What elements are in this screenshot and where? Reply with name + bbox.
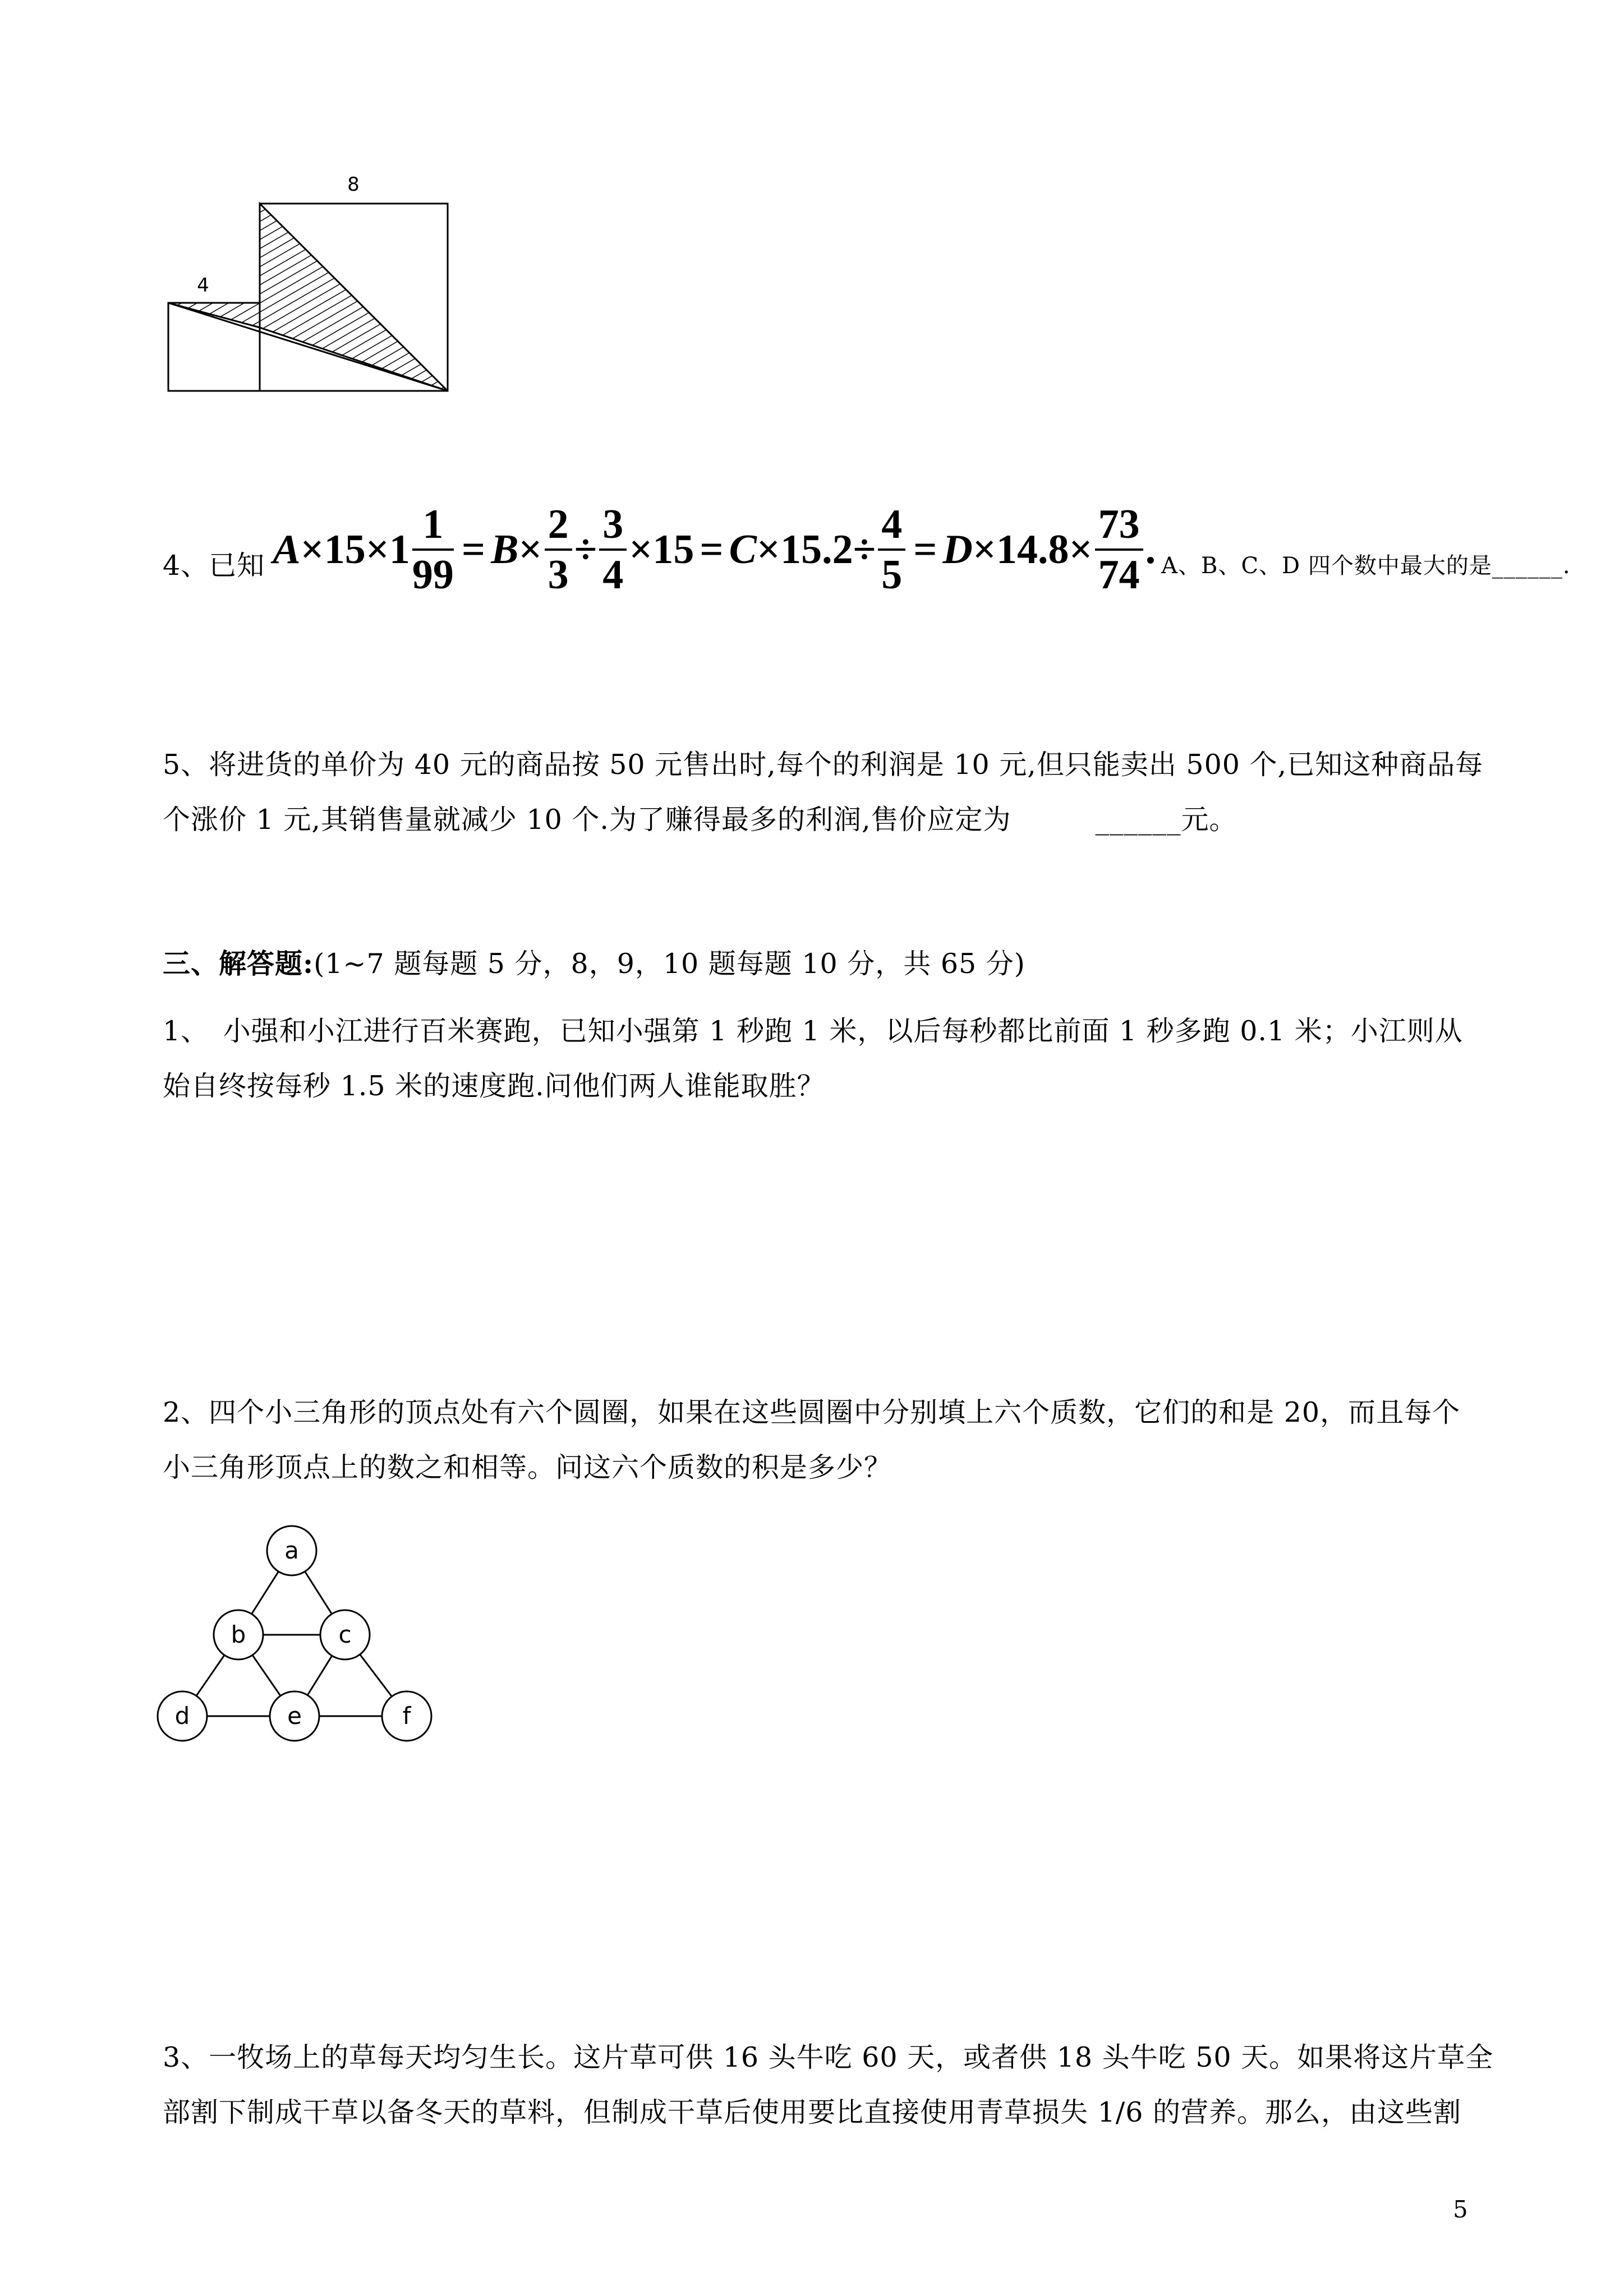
node-b-label: b xyxy=(231,1621,246,1648)
node-d-label: d xyxy=(174,1702,190,1730)
figure-prime-triangle xyxy=(151,1514,443,1750)
figure-squares-triangles xyxy=(163,168,466,404)
fraction-4-5: $\frac{4}{5}$ xyxy=(878,500,905,599)
q4-term-3: ×15.2÷ xyxy=(756,526,876,573)
var-b: B xyxy=(491,526,519,573)
q4-eq-1: = xyxy=(461,526,486,573)
q4-eq-3: = xyxy=(913,526,937,573)
a1-line-1: 1、 小强和小江进行百米赛跑，已知小强第 1 秒跑 1 米，以后每秒都比前面 1 秒多跑 0.1 米；小江则从 xyxy=(163,1015,1463,1047)
page-number: 5 xyxy=(1453,2196,1469,2223)
section-3-heading xyxy=(163,942,1025,981)
q4-prefix: 4、已知 xyxy=(163,550,265,582)
question-5 xyxy=(163,737,1483,847)
q4-suffix: A、B、C、D 四个数中最大的是______. xyxy=(1161,552,1571,579)
q4-term-2: ×15 xyxy=(629,526,694,573)
var-c: C xyxy=(729,526,757,573)
q5-line-2: 个涨价 1 元,其销售量就减少 10 个.为了赚得最多的利润,售价应定为 ______元。 xyxy=(163,804,1237,836)
a1-line-2: 始自终按每秒 1.5 米的速度跑.问他们两人谁能取胜？ xyxy=(163,1070,825,1102)
q4-div-1: ÷ xyxy=(574,526,597,573)
q4-term-4: ×14.8× xyxy=(972,526,1093,573)
section-note: (1~7 题每题 5 分，8，9，10 题每题 10 分，共 65 分) xyxy=(314,948,1025,980)
answer-question-1 xyxy=(163,1004,1463,1114)
section-title: 三、解答题: xyxy=(163,947,314,980)
fraction-1-99: $\frac{1}{99}$ xyxy=(412,501,454,598)
answer-question-2 xyxy=(163,1385,1460,1495)
answer-question-3 xyxy=(163,2030,1493,2140)
var-d: D xyxy=(942,526,973,573)
figure1-label-top: 8 xyxy=(347,173,360,196)
node-e-label: e xyxy=(287,1702,302,1730)
fraction-3-4: $\frac{3}{4}$ xyxy=(599,500,627,599)
q4-eq-2: = xyxy=(700,526,724,573)
figure1-label-left: 4 xyxy=(197,274,209,297)
a3-line-1: 3、一牧场上的草每天均匀生长。这片草可供 16 头牛吃 60 天，或者供 18 头牛吃 50 天。如果将这片草全 xyxy=(163,2041,1494,2073)
fraction-2-3: $\frac{2}{3}$ xyxy=(545,500,572,599)
q4-term-1: ×15×1 xyxy=(300,526,410,573)
a2-line-2: 小三角形顶点上的数之和相等。问这六个质数的积是多少？ xyxy=(163,1451,892,1483)
a3-line-2: 部割下制成干草以备冬天的草料，但制成干草后使用要比直接使用青草损失 1/6 的营养。那么，由这些割 xyxy=(163,2096,1462,2128)
var-a: A xyxy=(273,526,301,573)
q5-line-1: 5、将进货的单价为 40 元的商品按 50 元售出时,每个的利润是 10 元,但只能卖出 500 个,已知这种商品每 xyxy=(163,749,1484,781)
q4-dot: . xyxy=(1145,526,1156,573)
q4-times-1: × xyxy=(518,526,542,573)
node-c-label: c xyxy=(338,1621,352,1648)
a2-line-1: 2、四个小三角形的顶点处有六个圆圈，如果在这些圆圈中分别填上六个质数，它们的和是 20，而且每个 xyxy=(163,1396,1461,1428)
node-a-label: a xyxy=(284,1537,299,1564)
fraction-73-74: $\frac{73}{74}$ xyxy=(1095,500,1143,599)
question-4 xyxy=(163,494,1571,606)
q4-equation xyxy=(273,500,1156,599)
node-f-label: f xyxy=(402,1702,411,1730)
